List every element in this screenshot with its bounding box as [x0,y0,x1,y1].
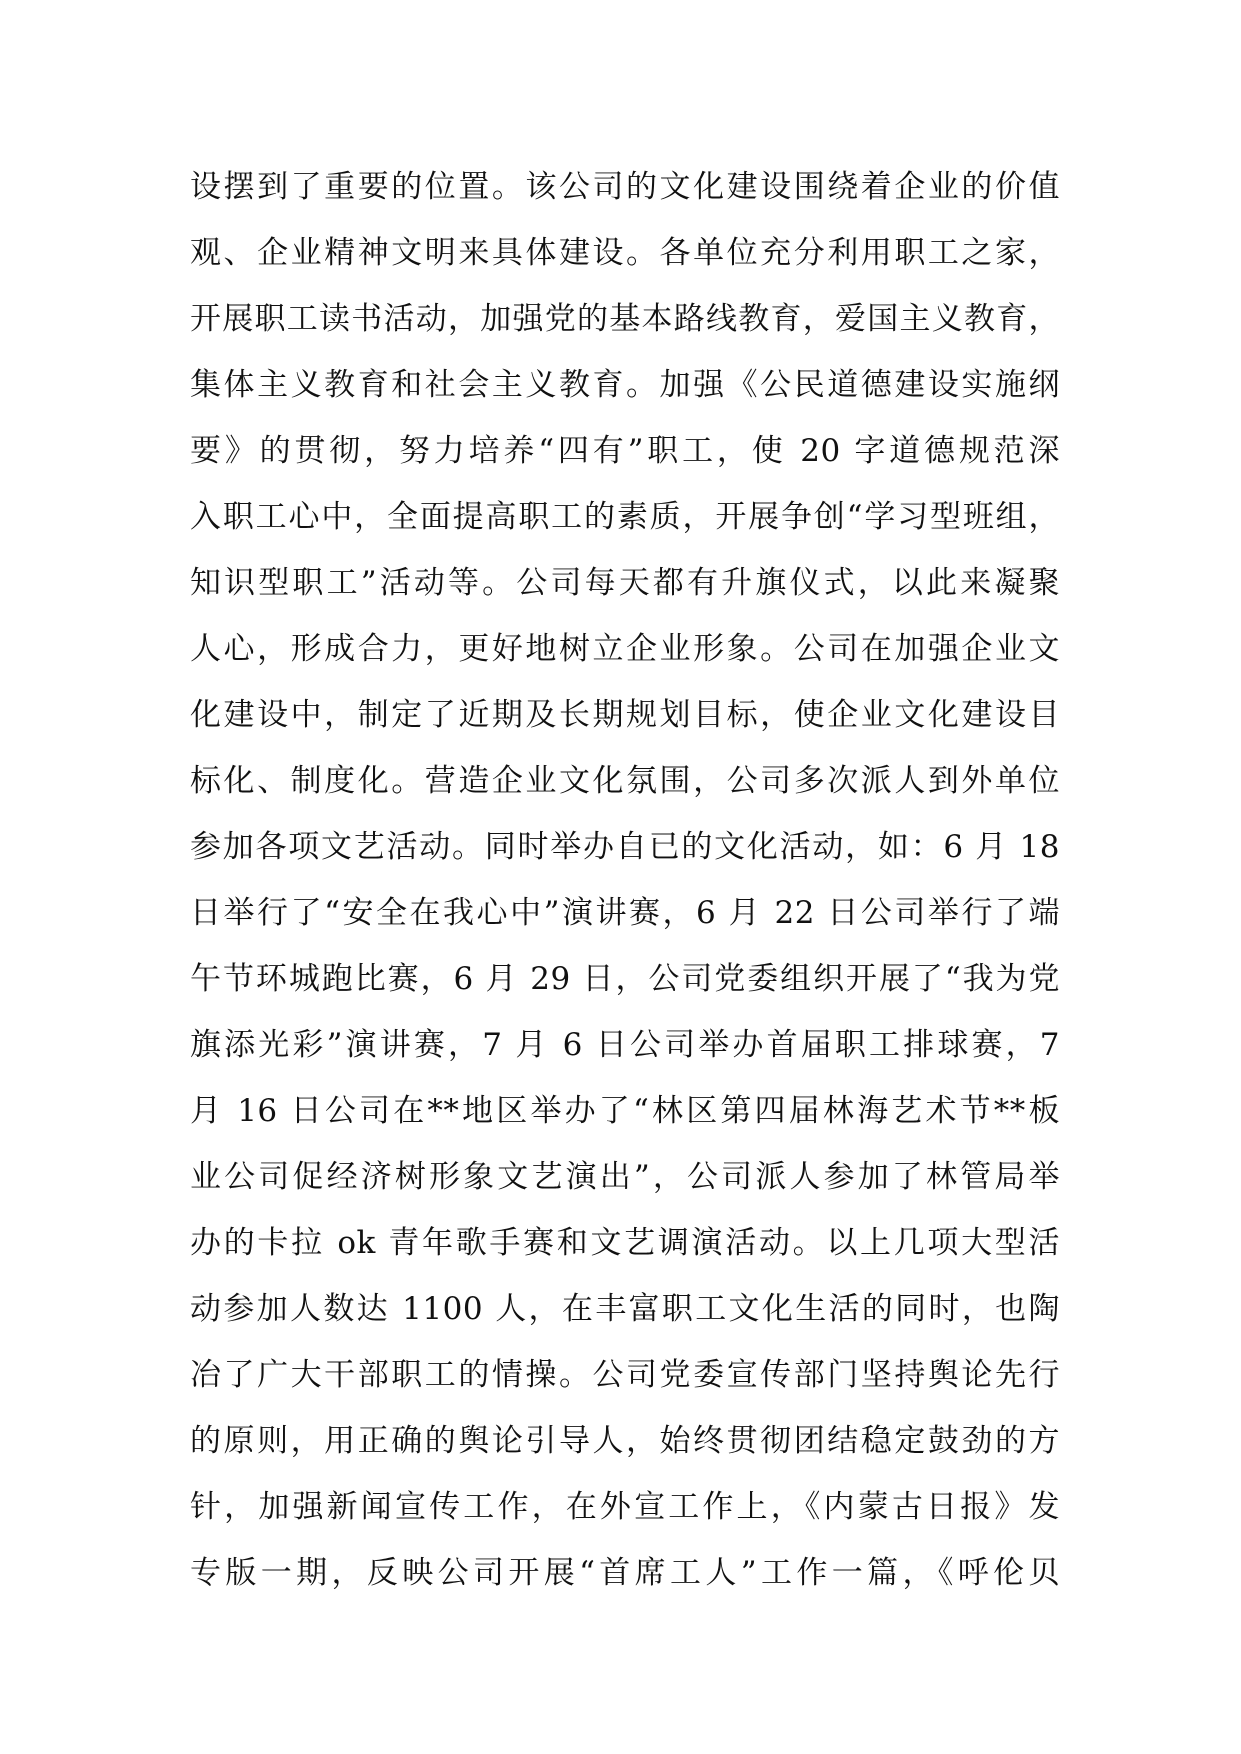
text-line: 动参加人数达 1100 人，在丰富职工文化生活的同时，也陶 [190,1291,1060,1327]
text-line: 知识型职工”活动等。公司每天都有升旗仪式，以此来凝聚 [190,565,1060,601]
text-line: 人心，形成合力，更好地树立企业形象。公司在加强企业文 [190,631,1060,667]
text-line: 的原则，用正确的舆论引导人，始终贯彻团结稳定鼓劲的方 [190,1423,1060,1459]
text-line: 午节环城跑比赛，6 月 29 日，公司党委组织开展了“我为党 [190,961,1060,997]
text-line: 设摆到了重要的位置。该公司的文化建设围绕着企业的价值 [190,169,1060,205]
text-line: 月 16 日公司在**地区举办了“林区第四届林海艺术节**板 [190,1093,1060,1129]
text-line: 针，加强新闻宣传工作，在外宣工作上，《内蒙古日报》发 [190,1489,1060,1525]
text-line: 日举行了“安全在我心中”演讲赛，6 月 22 日公司举行了端 [190,895,1060,931]
text-line: 参加各项文艺活动。同时举办自已的文化活动，如：6 月 18 [190,829,1060,865]
body-text [190,154,1060,1606]
text-line: 专版一期，反映公司开展“首席工人”工作一篇，《呼伦贝 [190,1555,1060,1591]
text-line: 化建设中，制定了近期及长期规划目标，使企业文化建设目 [190,697,1060,733]
text-line: 旗添光彩”演讲赛，7 月 6 日公司举办首届职工排球赛，7 [190,1027,1060,1063]
text-line: 冶了广大干部职工的情操。公司党委宣传部门坚持舆论先行 [190,1357,1060,1393]
text-line: 业公司促经济树形象文艺演出”，公司派人参加了林管局举 [190,1159,1060,1195]
text-line: 标化、制度化。营造企业文化氛围，公司多次派人到外单位 [190,763,1060,799]
text-line: 要》的贯彻，努力培养“四有”职工，使 20 字道德规范深 [190,433,1060,469]
text-line: 观、企业精神文明来具体建设。各单位充分利用职工之家， [190,235,1060,271]
text-line: 开展职工读书活动，加强党的基本路线教育，爱国主义教育， [190,301,1060,337]
text-line: 办的卡拉 ok 青年歌手赛和文艺调演活动。以上几项大型活 [190,1225,1060,1261]
text-line: 入职工心中，全面提高职工的素质，开展争创“学习型班组， [190,499,1060,535]
text-line: 集体主义教育和社会主义教育。加强《公民道德建设实施纲 [190,367,1060,403]
